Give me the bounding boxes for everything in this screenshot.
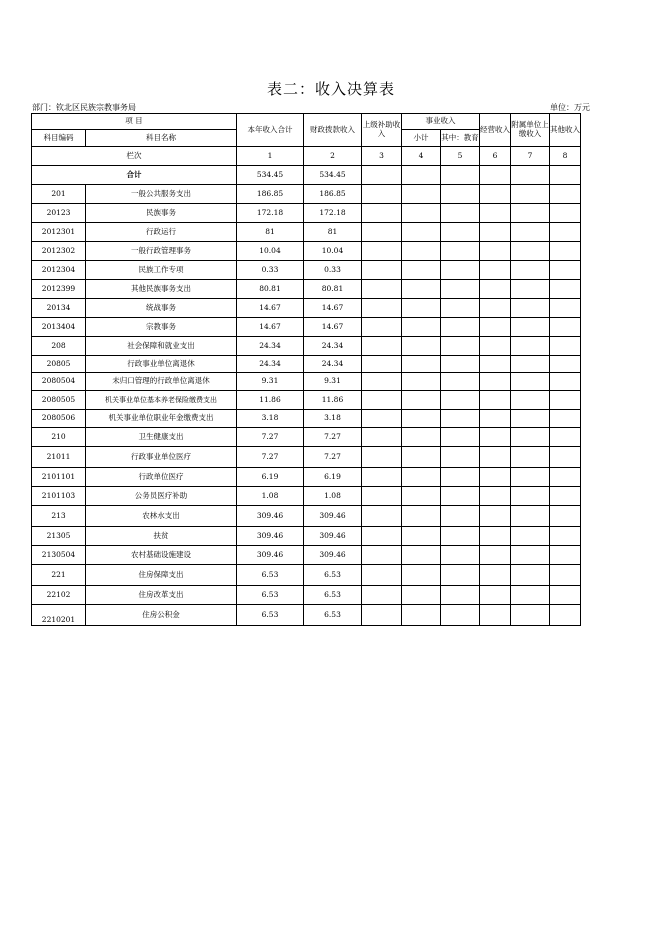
row-total: 6.53: [237, 586, 304, 605]
column-num: 8: [550, 147, 581, 166]
table-row: [32, 204, 581, 223]
row-name: 行政运行: [86, 223, 237, 242]
row-total: 81: [237, 223, 304, 242]
table-row: [32, 185, 581, 204]
row-total: 10.04: [237, 242, 304, 261]
table-row: [32, 391, 581, 410]
row-code: 2130504: [32, 546, 86, 565]
header-code: 科目编码: [32, 130, 86, 147]
table-row: [32, 299, 581, 318]
row-total: 309.46: [237, 527, 304, 546]
table-row: [32, 546, 581, 565]
row-total: 24.34: [237, 337, 304, 356]
row-total: 14.67: [237, 299, 304, 318]
table-row: [32, 373, 581, 391]
row-code: 2080506: [32, 410, 86, 428]
row-code: 20123: [32, 204, 86, 223]
row-fiscal: 309.46: [304, 527, 362, 546]
row-fiscal: 11.86: [304, 391, 362, 410]
row-total: 11.86: [237, 391, 304, 410]
row-fiscal: 24.34: [304, 337, 362, 356]
row-total: 80.81: [237, 280, 304, 299]
table-row: [32, 527, 581, 546]
row-code: 21011: [32, 447, 86, 468]
row-code: 21305: [32, 527, 86, 546]
row-total: 24.34: [237, 356, 304, 373]
row-fiscal: 6.53: [304, 586, 362, 605]
row-total: 9.31: [237, 373, 304, 391]
row-fiscal: 172.18: [304, 204, 362, 223]
column-num: 2: [304, 147, 362, 166]
department-label: 部门：钦北区民族宗教事务局: [32, 103, 136, 112]
row-name: 农林水支出: [86, 506, 237, 527]
table-row: [32, 565, 581, 586]
row-name: 机关事业单位职业年金缴费支出: [86, 410, 237, 428]
row-total: 0.33: [237, 261, 304, 280]
row-code: 2101103: [32, 487, 86, 506]
page-title: 表二：收入决算表: [266, 80, 395, 98]
row-fiscal: 186.85: [304, 185, 362, 204]
table-row: [32, 280, 581, 299]
row-code: 2080504: [32, 373, 86, 391]
row-fiscal: 9.31: [304, 373, 362, 391]
table-row: [32, 468, 581, 487]
column-num: 1: [237, 147, 304, 166]
row-fiscal: 10.04: [304, 242, 362, 261]
row-total: 6.53: [237, 565, 304, 586]
row-code: 2080505: [32, 391, 86, 410]
header-fiscal: 财政拨款收入: [304, 114, 362, 147]
total-income: 534.45: [237, 166, 304, 185]
row-name: 行政单位医疗: [86, 468, 237, 487]
table-row: [32, 605, 581, 626]
row-fiscal: 14.67: [304, 299, 362, 318]
row-name: 行政事业单位医疗: [86, 447, 237, 468]
table-row: [32, 447, 581, 468]
table-row: [32, 318, 581, 337]
row-total: 3.18: [237, 410, 304, 428]
income-table: [31, 113, 581, 626]
row-total: 7.27: [237, 428, 304, 447]
row-name: 卫生健康支出: [86, 428, 237, 447]
table-row: [32, 586, 581, 605]
row-name: 住房公积金: [86, 605, 237, 626]
row-name: 住房保障支出: [86, 565, 237, 586]
row-code: 2101101: [32, 468, 86, 487]
table-row: [32, 356, 581, 373]
row-total: 7.27: [237, 447, 304, 468]
row-name: 民族工作专项: [86, 261, 237, 280]
row-name: 民族事务: [86, 204, 237, 223]
row-fiscal: 7.27: [304, 447, 362, 468]
row-total: 172.18: [237, 204, 304, 223]
row-name: 社会保障和就业支出: [86, 337, 237, 356]
column-num: 6: [480, 147, 511, 166]
row-code: 2012399: [32, 280, 86, 299]
row-total: 186.85: [237, 185, 304, 204]
row-fiscal: 14.67: [304, 318, 362, 337]
table-row: [32, 410, 581, 428]
table-row: [32, 261, 581, 280]
total-row: [32, 166, 581, 185]
row-name: 住房改革支出: [86, 586, 237, 605]
row-code: 2210201: [32, 605, 86, 626]
row-fiscal: 80.81: [304, 280, 362, 299]
row-code: 2013404: [32, 318, 86, 337]
row-code: 2012304: [32, 261, 86, 280]
row-fiscal: 1.08: [304, 487, 362, 506]
total-label: 合计: [32, 166, 237, 185]
header-item: 项 目: [32, 114, 237, 130]
table-row: [32, 428, 581, 447]
row-name: 行政事业单位离退休: [86, 356, 237, 373]
row-code: 2012302: [32, 242, 86, 261]
table-row: [32, 242, 581, 261]
row-code: 22102: [32, 586, 86, 605]
column-num: 4: [402, 147, 441, 166]
header-operating: 经营收入: [480, 114, 511, 147]
row-fiscal: 81: [304, 223, 362, 242]
row-fiscal: 6.19: [304, 468, 362, 487]
table-row: [32, 337, 581, 356]
row-fiscal: 309.46: [304, 506, 362, 527]
total-fiscal: 534.45: [304, 166, 362, 185]
row-code: 221: [32, 565, 86, 586]
row-name: 未归口管理的行政单位离退休: [86, 373, 237, 391]
header-business: 事业收入: [402, 114, 480, 130]
unit-label: 单位：万元: [550, 103, 590, 112]
column-num: 5: [441, 147, 480, 166]
column-number-row: [32, 147, 581, 166]
row-name: 一般公共服务支出: [86, 185, 237, 204]
header-other: 其他收入: [550, 114, 581, 147]
row-code: 210: [32, 428, 86, 447]
table-row: [32, 487, 581, 506]
row-code: 2012301: [32, 223, 86, 242]
row-code: 201: [32, 185, 86, 204]
row-name: 农村基础设施建设: [86, 546, 237, 565]
row-code: 20134: [32, 299, 86, 318]
row-name: 一般行政管理事务: [86, 242, 237, 261]
row-name: 统战事务: [86, 299, 237, 318]
row-name: 机关事业单位基本养老保险缴费支出: [86, 391, 237, 410]
row-total: 6.19: [237, 468, 304, 487]
row-fiscal: 6.53: [304, 565, 362, 586]
row-fiscal: 309.46: [304, 546, 362, 565]
header-total: 本年收入合计: [237, 114, 304, 147]
header-superior: 上级补助收入: [362, 114, 402, 147]
row-fiscal: 0.33: [304, 261, 362, 280]
row-name: 其他民族事务支出: [86, 280, 237, 299]
row-total: 14.67: [237, 318, 304, 337]
header-subtotal: 小计: [402, 130, 441, 147]
header-edu: 其中：教育: [441, 130, 480, 147]
header-name: 科目名称: [86, 130, 237, 147]
row-code: 213: [32, 506, 86, 527]
row-code: 20805: [32, 356, 86, 373]
row-name: 扶贫: [86, 527, 237, 546]
row-name: 公务员医疗补助: [86, 487, 237, 506]
header-affiliated: 附属单位上缴收入: [511, 114, 550, 147]
column-label: 栏次: [32, 147, 237, 166]
column-num: 7: [511, 147, 550, 166]
row-code: 208: [32, 337, 86, 356]
row-fiscal: 7.27: [304, 428, 362, 447]
row-fiscal: 24.34: [304, 356, 362, 373]
row-fiscal: 3.18: [304, 410, 362, 428]
row-name: 宗教事务: [86, 318, 237, 337]
table-row: [32, 506, 581, 527]
row-total: 309.46: [237, 506, 304, 527]
row-total: 6.53: [237, 605, 304, 626]
table-row: [32, 223, 581, 242]
column-num: 3: [362, 147, 402, 166]
row-total: 309.46: [237, 546, 304, 565]
row-fiscal: 6.53: [304, 605, 362, 626]
row-total: 1.08: [237, 487, 304, 506]
